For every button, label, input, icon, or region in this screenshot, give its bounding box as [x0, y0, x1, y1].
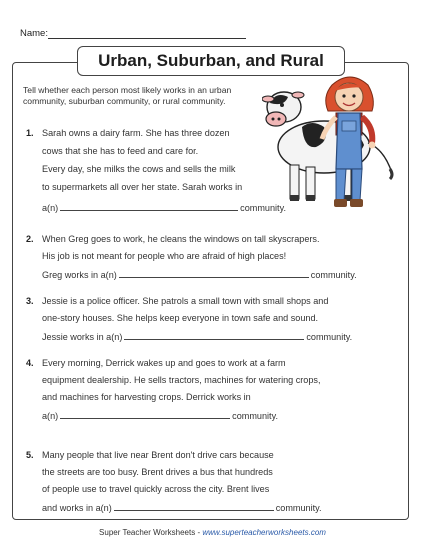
question-line: His job is not meant for people who are afraid of high places! [42, 251, 287, 261]
question-number: 4. [26, 358, 34, 368]
question-line: the streets are too busy. Brent drives a bus that hundreds [42, 467, 273, 477]
answer-prefix: Greg works in a(n) [42, 270, 117, 280]
answer-prefix: a(n) [42, 203, 59, 213]
answer-line [42, 201, 286, 213]
question-line: and machines for harvesting crops. Derrick works in [42, 392, 251, 402]
answer-prefix: and works in a(n) [42, 503, 112, 513]
answer-suffix: community. [310, 270, 357, 280]
question-number: 5. [26, 450, 34, 460]
answer-suffix: community. [306, 332, 353, 342]
answer-blank[interactable] [124, 330, 304, 340]
footer-url[interactable]: www.superteacherworksheets.com [202, 528, 326, 537]
footer [0, 528, 425, 537]
question-line: equipment dealership. He sells tractors, machines for watering crops, [42, 375, 321, 385]
answer-blank[interactable] [119, 268, 309, 278]
answer-prefix: Jessie works in a(n) [42, 332, 123, 342]
answer-suffix: community. [275, 503, 322, 513]
answer-blank[interactable] [60, 409, 230, 419]
answer-prefix: a(n) [42, 411, 59, 421]
answer-line [42, 501, 322, 513]
question-line: Every day, she milks the cows and sells the milk [42, 164, 236, 174]
question-line: Jessie is a police officer. She patrols a small town with small shops and [42, 296, 329, 306]
answer-blank[interactable] [60, 201, 238, 211]
question-line: of people use to travel quickly across the city. Brent lives [42, 484, 270, 494]
question-number: 2. [26, 234, 34, 244]
question-line: Every morning, Derrick wakes up and goes to work at a farm [42, 358, 286, 368]
footer-brand: Super Teacher Worksheets - [99, 528, 203, 537]
farmer-with-cow-icon [262, 65, 412, 215]
question-line: to supermarkets all over her state. Sarah works in [42, 182, 243, 192]
question-number: 3. [26, 296, 34, 306]
question-line: cows that she has to feed and care for. [42, 146, 199, 156]
question-line: Sarah owns a dairy farm. She has three dozen [42, 128, 230, 138]
answer-suffix: community. [240, 203, 286, 213]
question-line: one-story houses. She helps keep everyone in town safe and sound. [42, 313, 319, 323]
name-label: Name: [20, 28, 48, 39]
question-line: When Greg goes to work, he cleans the windows on tall skyscrapers. [42, 234, 320, 244]
page-title: Urban, Suburban, and Rural [77, 46, 345, 76]
question-line: Many people that live near Brent don't drive cars because [42, 450, 274, 460]
intro-text: Tell whether each person most likely works in an urban community, suburban community, or rural community. [23, 85, 232, 106]
question-number: 1. [26, 128, 34, 138]
answer-line [42, 409, 278, 421]
answer-line [42, 268, 357, 280]
answer-line [42, 330, 352, 342]
answer-suffix: community. [232, 411, 278, 421]
name-line[interactable] [48, 38, 246, 39]
answer-blank[interactable] [114, 501, 274, 511]
